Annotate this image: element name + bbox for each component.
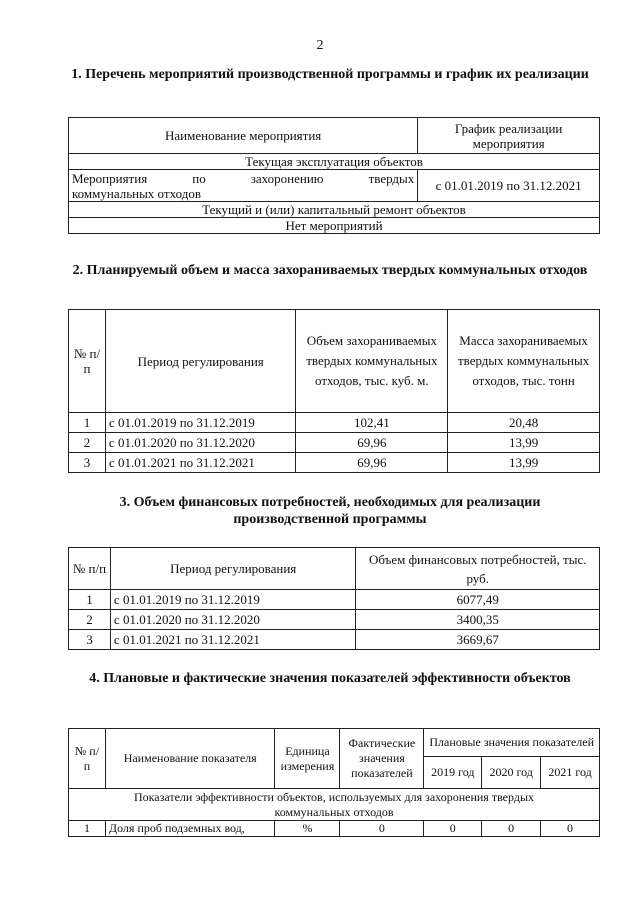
s4-group-row: Показатели эффективности объектов, используемых для захоронения твердых коммунальных отходов xyxy=(69,789,600,821)
s2-cell-volume: 102,41 xyxy=(296,413,448,433)
s2-cell-mass: 13,99 xyxy=(448,453,600,473)
s3-cell-num: 2 xyxy=(69,610,111,630)
s2-cell-volume: 69,96 xyxy=(296,433,448,453)
s3-cell-value: 3400,35 xyxy=(356,610,600,630)
s3-header-value: Объем финансовых потребностей, тыс. руб. xyxy=(356,548,600,590)
s3-cell-num: 1 xyxy=(69,590,111,610)
s3-cell-period: с 01.01.2020 по 31.12.2020 xyxy=(110,610,356,630)
s1-row-current: Текущая эксплуатация объектов xyxy=(69,154,600,170)
s3-header-period: Период регулирования xyxy=(110,548,356,590)
table-row xyxy=(69,433,600,453)
section-1-table xyxy=(68,117,600,234)
s2-cell-volume: 69,96 xyxy=(296,453,448,473)
s3-cell-period: с 01.01.2019 по 31.12.2019 xyxy=(110,590,356,610)
s4-cell-num: 1 xyxy=(69,821,106,837)
s2-header-period: Период регулирования xyxy=(105,310,296,413)
s3-header-num: № п/п xyxy=(69,548,111,590)
s4-header-year-2021: 2021 год xyxy=(541,757,600,789)
s1-row-none: Нет мероприятий xyxy=(69,218,600,234)
s4-cell-2019: 0 xyxy=(424,821,482,837)
s4-cell-unit: % xyxy=(275,821,340,837)
section-4-table xyxy=(68,728,600,837)
table-row xyxy=(69,821,600,837)
s2-header-mass: Масса захораниваемых твердых коммунальных отходов, тыс. тонн xyxy=(448,310,600,413)
section-2-table xyxy=(68,309,600,473)
s2-cell-period: с 01.01.2021 по 31.12.2021 xyxy=(105,453,296,473)
s4-cell-name: Доля проб подземных вод, xyxy=(105,821,275,837)
s1-header-name: Наименование мероприятия xyxy=(69,118,418,154)
s2-cell-num: 3 xyxy=(69,453,106,473)
s4-header-year-2019: 2019 год xyxy=(424,757,482,789)
table-row xyxy=(69,590,600,610)
table-row xyxy=(69,453,600,473)
s2-header-volume: Объем захораниваемых твердых коммунальных отходов, тыс. куб. м. xyxy=(296,310,448,413)
s3-cell-period: с 01.01.2021 по 31.12.2021 xyxy=(110,630,356,650)
s2-cell-num: 2 xyxy=(69,433,106,453)
section-4-title: 4. Плановые и фактические значения показателей эффективности объектов xyxy=(89,671,571,686)
s2-cell-mass: 13,99 xyxy=(448,433,600,453)
s1-measure-name xyxy=(69,170,418,202)
section-3-table xyxy=(68,547,600,650)
section-2-title: 2. Планируемый объем и масса захораниваемых твердых коммунальных отходов xyxy=(72,263,588,278)
s3-cell-value: 6077,49 xyxy=(356,590,600,610)
table-row xyxy=(69,630,600,650)
s4-header-year-2020: 2020 год xyxy=(482,757,541,789)
s2-cell-mass: 20,48 xyxy=(448,413,600,433)
s1-measure-line2: коммунальных отходов xyxy=(72,185,201,201)
s4-header-plan: Плановые значения показателей xyxy=(424,729,600,757)
s4-header-num: № п/п xyxy=(69,729,106,789)
s3-cell-value: 3669,67 xyxy=(356,630,600,650)
s2-header-num: № п/п xyxy=(69,310,106,413)
s1-measure-line1: Мероприятия по захоронению твердых xyxy=(72,170,415,186)
s2-cell-period: с 01.01.2020 по 31.12.2020 xyxy=(105,433,296,453)
page-number: 2 xyxy=(316,38,324,53)
s4-cell-2020: 0 xyxy=(482,821,541,837)
table-row xyxy=(69,610,600,630)
s4-header-name: Наименование показателя xyxy=(105,729,275,789)
s1-measure-period: с 01.01.2019 по 31.12.2021 xyxy=(418,170,600,202)
section-1-title: 1. Перечень мероприятий производственной программы и график их реализации xyxy=(71,67,589,82)
s4-header-fact: Фактические значения показателей xyxy=(340,729,424,789)
s4-cell-fact: 0 xyxy=(340,821,424,837)
s2-cell-period: с 01.01.2019 по 31.12.2019 xyxy=(105,413,296,433)
table-row xyxy=(69,413,600,433)
section-3-title: 3. Объем финансовых потребностей, необходимых для реализации производственной программы xyxy=(119,495,541,527)
s4-header-unit: Единица измерения xyxy=(275,729,340,789)
s3-cell-num: 3 xyxy=(69,630,111,650)
s1-row-repair: Текущий и (или) капитальный ремонт объектов xyxy=(69,202,600,218)
s4-cell-2021: 0 xyxy=(541,821,600,837)
s2-cell-num: 1 xyxy=(69,413,106,433)
s1-header-schedule: График реализации мероприятия xyxy=(418,118,600,154)
